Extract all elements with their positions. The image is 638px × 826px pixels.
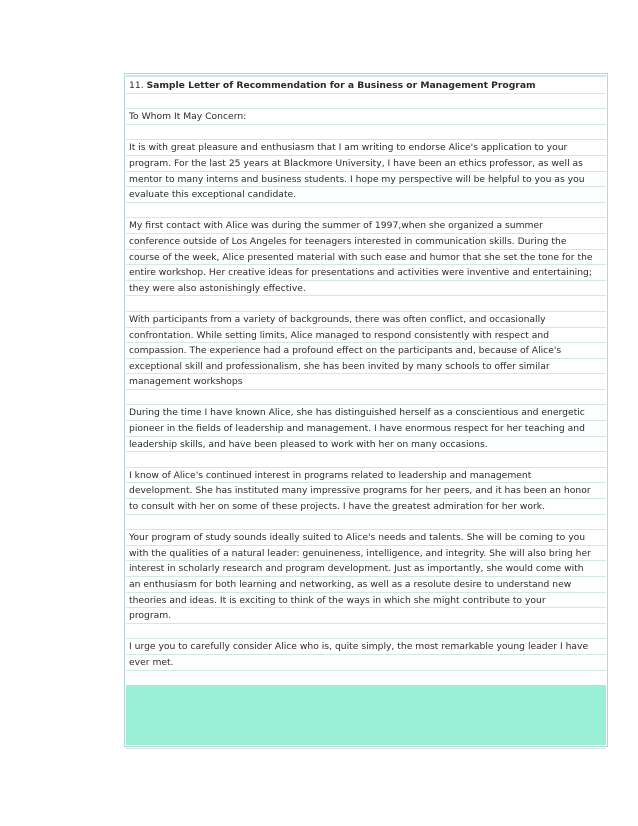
paragraph-line: with the qualities of a natural leader: genuineness, intelligence, and integrity. She will also bring her	[126, 546, 606, 562]
spacer-line	[126, 515, 606, 531]
paragraph-line: exceptional skill and professionalism, she has been invited by many schools to offer similar	[126, 359, 606, 375]
paragraph-line: entire workshop. Her creative ideas for presentations and activities were inventive and entertaining;	[126, 265, 606, 281]
paragraph-line: confrontation. While setting limits, Alice managed to respond consistently with respect and	[126, 328, 606, 344]
spacer-line	[126, 125, 606, 141]
paragraph-line: My first contact with Alice was during the summer of 1997,when she organized a summer	[126, 218, 606, 234]
paragraph-line: compassion. The experience had a profound effect on the participants and, because of Alice's	[126, 343, 606, 359]
paragraph-line: It is with great pleasure and enthusiasm that I am writing to endorse Alice's application to your	[126, 140, 606, 156]
paragraph-line: to consult with her on some of these projects. I have the greatest admiration for her work.	[126, 499, 606, 515]
paragraph-line: ever met.	[126, 655, 606, 671]
letter-body	[126, 75, 606, 749]
title-number: 11.	[129, 80, 144, 91]
paragraph-line: interest in scholarly research and program development. Just as importantly, she would come with	[126, 561, 606, 577]
paragraph-line: I know of Alice's continued interest in programs related to leadership and management	[126, 468, 606, 484]
paragraph-line: development. She has instituted many impressive programs for her peers, and it has been an honor	[126, 483, 606, 499]
paragraph-line: they were also astonishingly effective.	[126, 281, 606, 297]
paragraph-line: Your program of study sounds ideally suited to Alice's needs and talents. She will be coming to you	[126, 530, 606, 546]
spacer-line	[126, 296, 606, 312]
spacer-line	[126, 390, 606, 406]
paragraph-line: program.	[126, 608, 606, 624]
paragraph-line: evaluate this exceptional candidate.	[126, 187, 606, 203]
teal-footer-block	[126, 685, 606, 745]
paragraph-line: an enthusiasm for both learning and networking, as well as a resolute desire to understand new	[126, 577, 606, 593]
letter-title	[126, 78, 606, 94]
paragraph-line: pioneer in the fields of leadership and management. I have enormous respect for her teaching and	[126, 421, 606, 437]
paragraph-line: conference outside of Los Angeles for teenagers interested in communication skills. During the	[126, 234, 606, 250]
spacer-line	[126, 624, 606, 640]
spacer-line	[126, 452, 606, 468]
title-text: Sample Letter of Recommendation for a Business or Management Program	[146, 80, 536, 91]
letter-frame	[124, 73, 608, 747]
paragraph-line: leadership skills, and have been pleased to work with her on many occasions.	[126, 437, 606, 453]
paragraph-line: I urge you to carefully consider Alice who is, quite simply, the most remarkable young leader I have	[126, 639, 606, 655]
paragraph-line: theories and ideas. It is exciting to think of the ways in which she might contribute to your	[126, 593, 606, 609]
paragraph-line: With participants from a variety of backgrounds, there was often conflict, and occasionally	[126, 312, 606, 328]
paragraph-line: management workshops	[126, 374, 606, 390]
paragraph-line: program. For the last 25 years at Blackmore University, I have been an ethics professor, as well as	[126, 156, 606, 172]
spacer-line	[126, 671, 606, 687]
paragraph-line: During the time I have known Alice, she has distinguished herself as a conscientious and energetic	[126, 405, 606, 421]
salutation: To Whom It May Concern:	[126, 109, 606, 125]
paragraph-line: course of the week, Alice presented material with such ease and humor that she set the tone for the	[126, 250, 606, 266]
paragraph-line: mentor to many interns and business students. I hope my perspective will be helpful to you as you	[126, 172, 606, 188]
spacer-line	[126, 94, 606, 110]
spacer-line	[126, 203, 606, 219]
